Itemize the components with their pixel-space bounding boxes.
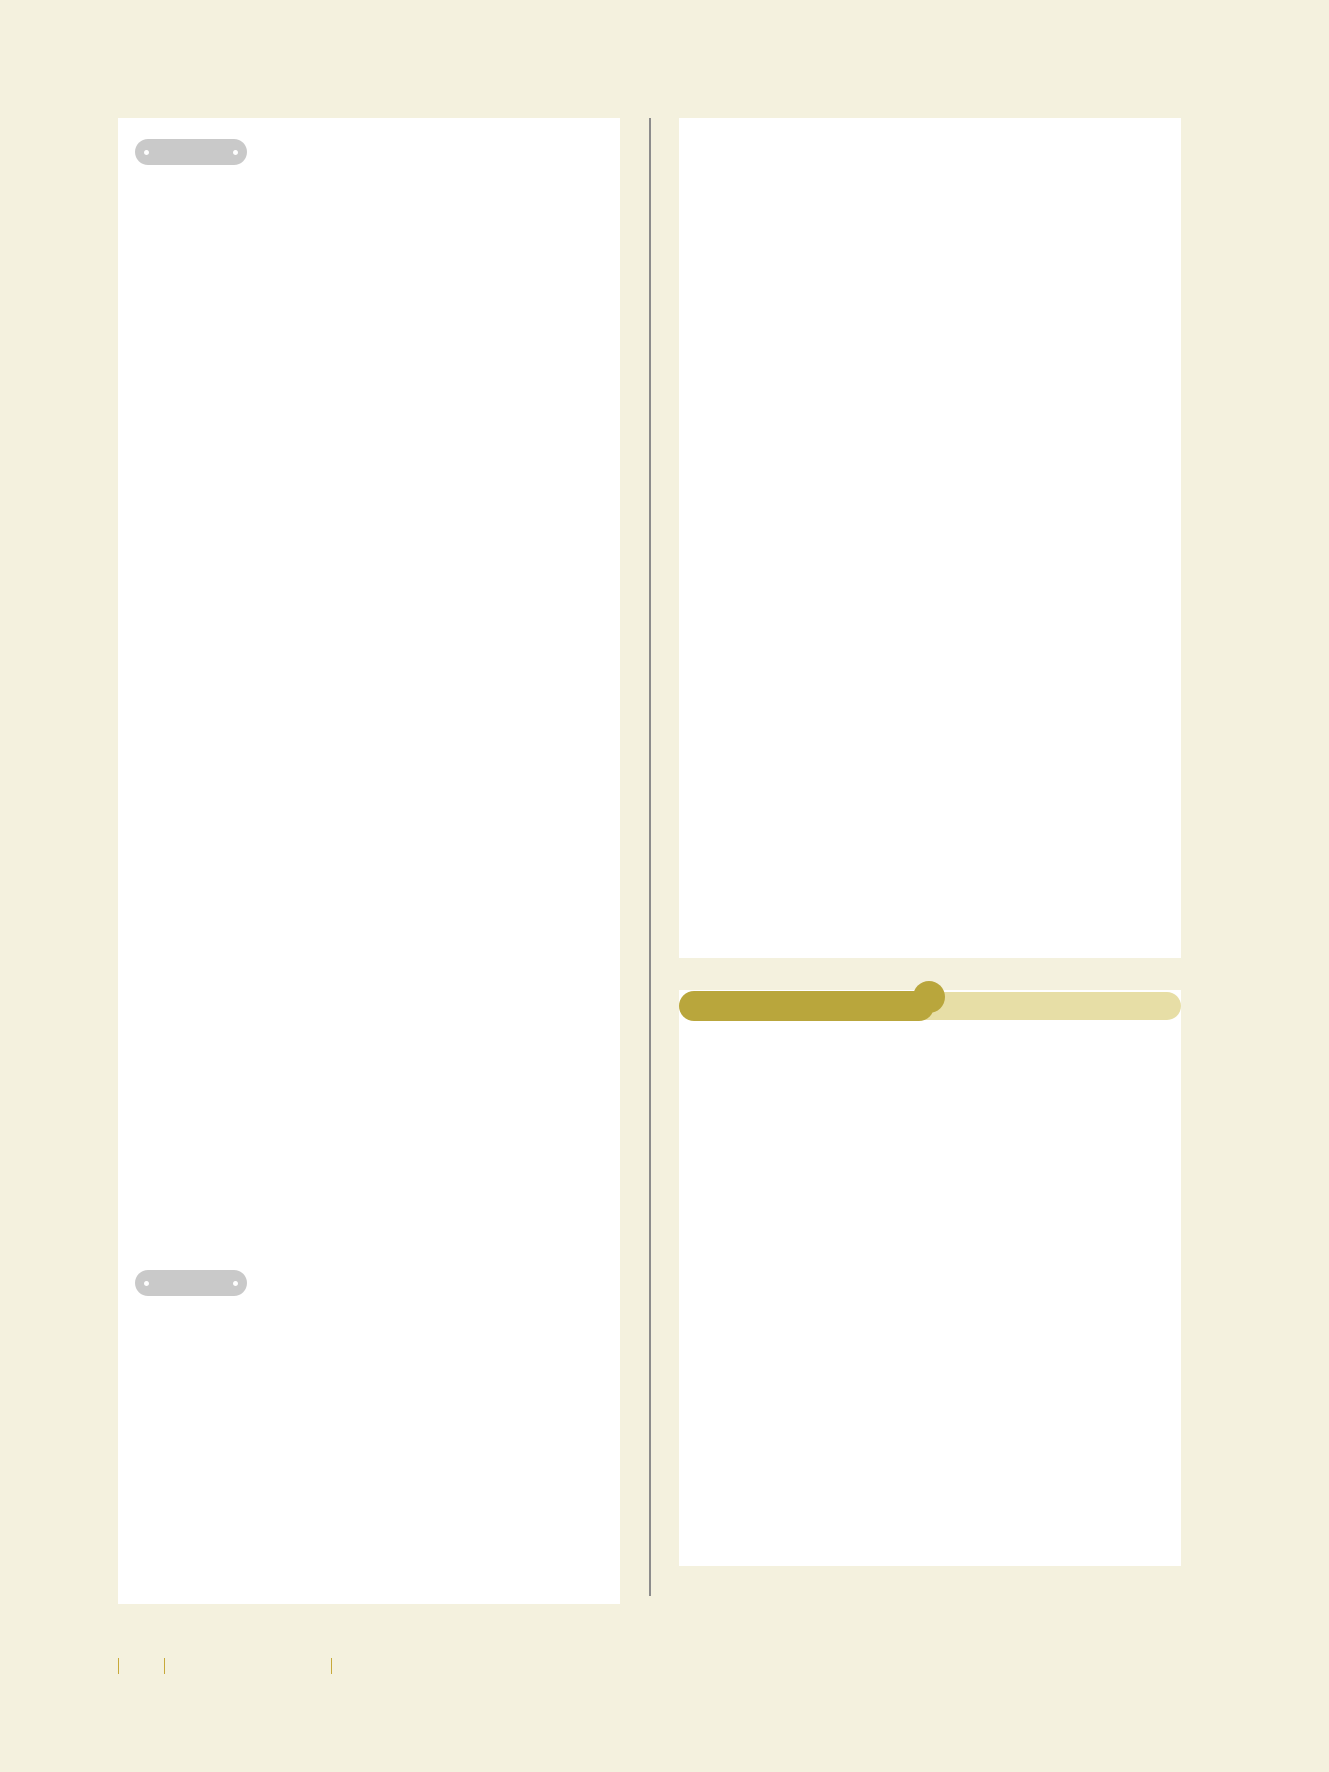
step-4-badge xyxy=(135,139,247,165)
left-panel xyxy=(118,118,620,1604)
page-footer xyxy=(0,1652,400,1680)
review-panel xyxy=(679,990,1181,1566)
step-5-badge xyxy=(135,1270,247,1296)
column-divider xyxy=(649,118,651,1596)
right-panel xyxy=(679,118,1181,958)
review-header xyxy=(679,990,1181,1020)
